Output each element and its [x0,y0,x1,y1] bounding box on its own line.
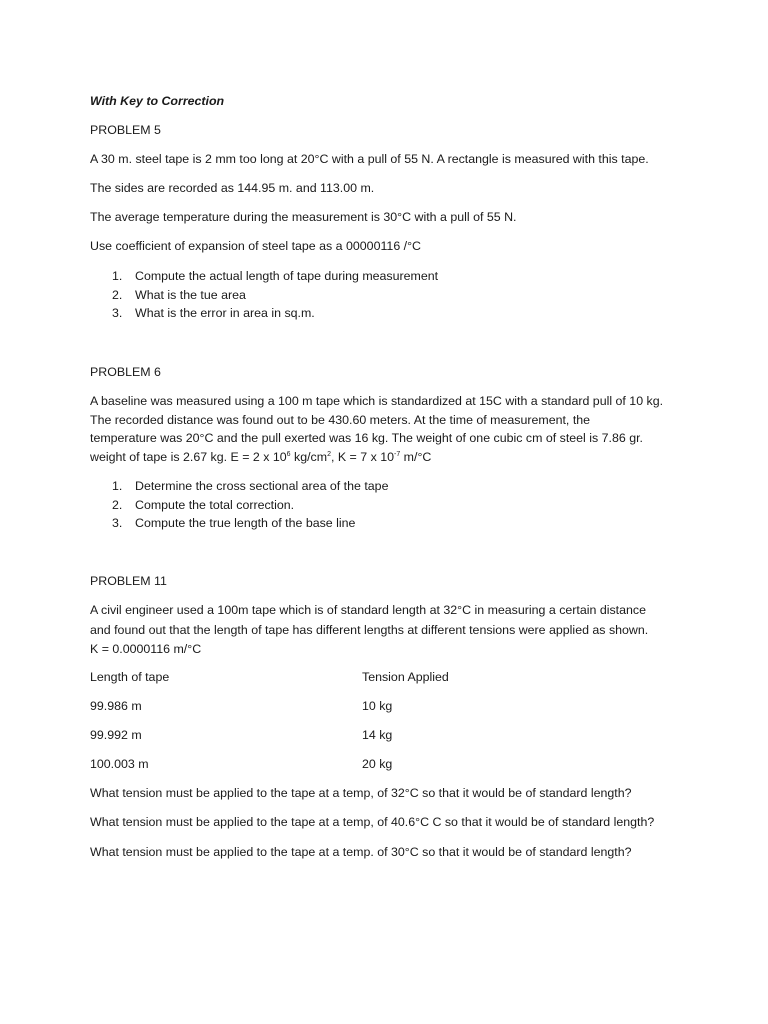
problem-5-item [112,267,438,286]
superscript: 6 [286,451,291,458]
problem-6-line-4 [90,448,431,467]
document-heading: With Key to Correction [90,94,225,108]
table-cell-length: 99.986 m [90,699,142,713]
superscript: 2 [327,451,331,458]
problem-11-line-3: K = 0.0000116 m/°C [90,642,202,656]
list-text: Compute the true length of the base line [135,516,356,530]
table-cell-length: 100.003 m [90,757,149,771]
superscript: -7 [394,451,401,458]
list-number: 2. [112,288,123,302]
list-text: Compute the actual length of tape during measurement [135,269,439,283]
problem-5-line-4: Use coefficient of expansion of steel tape as a 00000116 /°C [90,239,422,253]
problem-11-line-2: and found out that the length of tape has different lengths at different tensions were applied as shown. [90,623,649,637]
text-run: , K = 7 x 10 [330,450,394,464]
text-run: m/°C [400,450,432,464]
list-number: 1. [112,479,123,493]
list-number: 2. [112,498,123,512]
problem-6-item [112,477,388,496]
problem-11-question-1: What tension must be applied to the tape at a temp, of 32°C so that it would be of standard length? [90,786,632,800]
problem-11-line-1: A civil engineer used a 100m tape which is of standard length at 32°C in measuring a certain distance [90,603,646,617]
problem-11-title: PROBLEM 11 [90,574,167,588]
problem-11-question-2: What tension must be applied to the tape at a temp, of 40.6°C C so that it would be of standard length? [90,815,655,829]
text-run: weight of tape is 2.67 kg. E = 2 x 10 [90,450,287,464]
table-header-length: Length of tape [90,670,170,684]
problem-6-item [112,514,355,533]
list-number: 1. [112,269,123,283]
problem-6-line-3: temperature was 20°C and the pull exerted was 16 kg. The weight of one cubic cm of steel is 7.86 gr. [90,431,643,445]
list-text: What is the error in area in sq.m. [135,306,315,320]
list-text: What is the tue area [135,288,246,302]
problem-5-line-3: The average temperature during the measurement is 30°C with a pull of 55 N. [90,210,517,224]
list-number: 3. [112,306,123,320]
problem-5-title: PROBLEM 5 [90,123,161,137]
text-run: kg/cm [290,450,328,464]
problem-6-line-1: A baseline was measured using a 100 m tape which is standardized at 15C with a standard pull of 10 kg. [90,394,664,408]
list-number: 3. [112,516,123,530]
problem-5-item [112,286,246,305]
problem-6-item [112,496,294,515]
table-header-tension: Tension Applied [362,670,449,684]
problem-6-title: PROBLEM 6 [90,365,161,379]
problem-5-line-2: The sides are recorded as 144.95 m. and 113.00 m. [90,181,375,195]
table-cell-length: 99.992 m [90,728,142,742]
table-cell-tension: 20 kg [362,757,393,771]
table-cell-tension: 14 kg [362,728,393,742]
problem-11-question-3: What tension must be applied to the tape at a temp. of 30°C so that it would be of standard length? [90,845,632,859]
problem-6-line-2: The recorded distance was found out to be 430.60 meters. At the time of measurement, the [90,413,591,427]
list-text: Determine the cross sectional area of the tape [135,479,389,493]
list-text: Compute the total correction. [135,498,295,512]
problem-5-item [112,304,315,323]
problem-5-line-1: A 30 m. steel tape is 2 mm too long at 20°C with a pull of 55 N. A rectangle is measured with this tape. [90,152,649,166]
table-cell-tension: 10 kg [362,699,393,713]
